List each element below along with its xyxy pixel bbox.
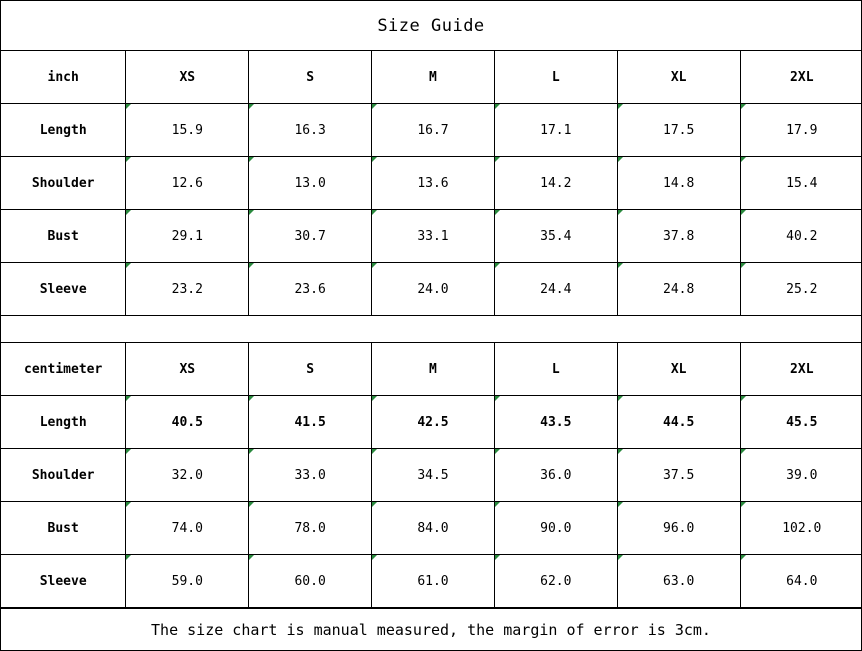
cell-shoulder-xs: 12.6 — [126, 157, 249, 210]
inch-table-wrapper — [1, 51, 862, 316]
row-label-sleeve: Sleeve — [1, 263, 126, 316]
column-header-s: S — [249, 51, 372, 104]
corner-mark-icon — [495, 157, 500, 162]
cell-length-l: 43.5 — [494, 396, 617, 449]
corner-mark-icon — [249, 555, 254, 560]
row-label-bust: Bust — [1, 210, 126, 263]
cell-bust-l: 35.4 — [494, 210, 617, 263]
table-row — [1, 210, 862, 263]
row-label-sleeve: Sleeve — [1, 555, 126, 608]
cell-bust-xs: 29.1 — [126, 210, 249, 263]
cell-sleeve-xl: 63.0 — [617, 555, 740, 608]
corner-mark-icon — [618, 396, 623, 401]
corner-mark-icon — [495, 263, 500, 268]
measurement-disclaimer: The size chart is manual measured, the margin of error is 3cm. — [1, 608, 861, 650]
cell-shoulder-xl: 14.8 — [617, 157, 740, 210]
corner-mark-icon — [372, 396, 377, 401]
unit-label-inch: inch — [1, 51, 126, 104]
cell-length-xl: 44.5 — [617, 396, 740, 449]
cell-bust-xl: 37.8 — [617, 210, 740, 263]
cell-length-m: 16.7 — [372, 104, 495, 157]
cell-sleeve-xs: 59.0 — [126, 555, 249, 608]
corner-mark-icon — [741, 157, 746, 162]
inch-size-table — [1, 51, 862, 316]
column-header-2xl: 2XL — [740, 343, 862, 396]
column-header-m: M — [372, 343, 495, 396]
corner-mark-icon — [741, 555, 746, 560]
column-header-xs: XS — [126, 343, 249, 396]
corner-mark-icon — [249, 210, 254, 215]
cell-sleeve-l: 62.0 — [494, 555, 617, 608]
corner-mark-icon — [495, 449, 500, 454]
cell-shoulder-m: 13.6 — [372, 157, 495, 210]
corner-mark-icon — [618, 449, 623, 454]
cell-shoulder-m: 34.5 — [372, 449, 495, 502]
corner-mark-icon — [372, 502, 377, 507]
table-row — [1, 157, 862, 210]
corner-mark-icon — [372, 157, 377, 162]
corner-mark-icon — [618, 555, 623, 560]
corner-mark-icon — [249, 449, 254, 454]
cell-sleeve-m: 61.0 — [372, 555, 495, 608]
cell-bust-xs: 74.0 — [126, 502, 249, 555]
corner-mark-icon — [741, 104, 746, 109]
cell-length-s: 41.5 — [249, 396, 372, 449]
cell-length-2xl: 17.9 — [740, 104, 862, 157]
corner-mark-icon — [372, 210, 377, 215]
row-label-length: Length — [1, 396, 126, 449]
corner-mark-icon — [126, 502, 131, 507]
corner-mark-icon — [618, 263, 623, 268]
cell-shoulder-s: 33.0 — [249, 449, 372, 502]
cell-shoulder-s: 13.0 — [249, 157, 372, 210]
corner-mark-icon — [372, 263, 377, 268]
column-header-s: S — [249, 343, 372, 396]
row-label-shoulder: Shoulder — [1, 157, 126, 210]
column-header-xs: XS — [126, 51, 249, 104]
corner-mark-icon — [618, 210, 623, 215]
corner-mark-icon — [249, 157, 254, 162]
corner-mark-icon — [618, 157, 623, 162]
cell-bust-2xl: 102.0 — [740, 502, 862, 555]
cell-sleeve-2xl: 25.2 — [740, 263, 862, 316]
cell-bust-2xl: 40.2 — [740, 210, 862, 263]
corner-mark-icon — [618, 502, 623, 507]
cell-shoulder-xs: 32.0 — [126, 449, 249, 502]
cell-sleeve-l: 24.4 — [494, 263, 617, 316]
table-header-row — [1, 343, 862, 396]
cell-sleeve-xs: 23.2 — [126, 263, 249, 316]
cell-length-s: 16.3 — [249, 104, 372, 157]
corner-mark-icon — [741, 210, 746, 215]
cell-sleeve-2xl: 64.0 — [740, 555, 862, 608]
table-row — [1, 263, 862, 316]
column-header-m: M — [372, 51, 495, 104]
column-header-l: L — [494, 343, 617, 396]
corner-mark-icon — [741, 502, 746, 507]
table-row — [1, 449, 862, 502]
cell-shoulder-l: 36.0 — [494, 449, 617, 502]
corner-mark-icon — [126, 210, 131, 215]
cell-bust-s: 78.0 — [249, 502, 372, 555]
centimeter-size-table — [1, 342, 862, 608]
cell-sleeve-xl: 24.8 — [617, 263, 740, 316]
corner-mark-icon — [495, 555, 500, 560]
corner-mark-icon — [372, 104, 377, 109]
centimeter-table-wrapper — [1, 342, 862, 608]
cell-bust-s: 30.7 — [249, 210, 372, 263]
corner-mark-icon — [249, 502, 254, 507]
table-header-row — [1, 51, 862, 104]
corner-mark-icon — [126, 449, 131, 454]
cell-length-xs: 40.5 — [126, 396, 249, 449]
table-row — [1, 502, 862, 555]
corner-mark-icon — [372, 449, 377, 454]
table-row — [1, 104, 862, 157]
corner-mark-icon — [126, 263, 131, 268]
row-label-length: Length — [1, 104, 126, 157]
corner-mark-icon — [495, 502, 500, 507]
column-header-2xl: 2XL — [740, 51, 862, 104]
corner-mark-icon — [741, 396, 746, 401]
corner-mark-icon — [249, 104, 254, 109]
corner-mark-icon — [741, 449, 746, 454]
cell-length-l: 17.1 — [494, 104, 617, 157]
corner-mark-icon — [126, 104, 131, 109]
corner-mark-icon — [495, 210, 500, 215]
cell-shoulder-2xl: 15.4 — [740, 157, 862, 210]
cell-sleeve-s: 23.6 — [249, 263, 372, 316]
corner-mark-icon — [249, 263, 254, 268]
row-label-shoulder: Shoulder — [1, 449, 126, 502]
cell-length-m: 42.5 — [372, 396, 495, 449]
corner-mark-icon — [495, 104, 500, 109]
table-gap — [1, 316, 861, 342]
column-header-xl: XL — [617, 51, 740, 104]
cell-sleeve-s: 60.0 — [249, 555, 372, 608]
unit-label-centimeter: centimeter — [1, 343, 126, 396]
table-row — [1, 396, 862, 449]
corner-mark-icon — [741, 263, 746, 268]
corner-mark-icon — [126, 555, 131, 560]
cell-shoulder-l: 14.2 — [494, 157, 617, 210]
cell-length-xs: 15.9 — [126, 104, 249, 157]
cell-bust-l: 90.0 — [494, 502, 617, 555]
corner-mark-icon — [618, 104, 623, 109]
row-label-bust: Bust — [1, 502, 126, 555]
page-title: Size Guide — [1, 1, 861, 51]
corner-mark-icon — [495, 396, 500, 401]
cell-length-xl: 17.5 — [617, 104, 740, 157]
cell-length-2xl: 45.5 — [740, 396, 862, 449]
cell-sleeve-m: 24.0 — [372, 263, 495, 316]
cell-shoulder-2xl: 39.0 — [740, 449, 862, 502]
cell-bust-xl: 96.0 — [617, 502, 740, 555]
corner-mark-icon — [126, 157, 131, 162]
cell-bust-m: 84.0 — [372, 502, 495, 555]
column-header-l: L — [494, 51, 617, 104]
cell-shoulder-xl: 37.5 — [617, 449, 740, 502]
cell-bust-m: 33.1 — [372, 210, 495, 263]
table-row — [1, 555, 862, 608]
corner-mark-icon — [126, 396, 131, 401]
corner-mark-icon — [249, 396, 254, 401]
corner-mark-icon — [372, 555, 377, 560]
column-header-xl: XL — [617, 343, 740, 396]
